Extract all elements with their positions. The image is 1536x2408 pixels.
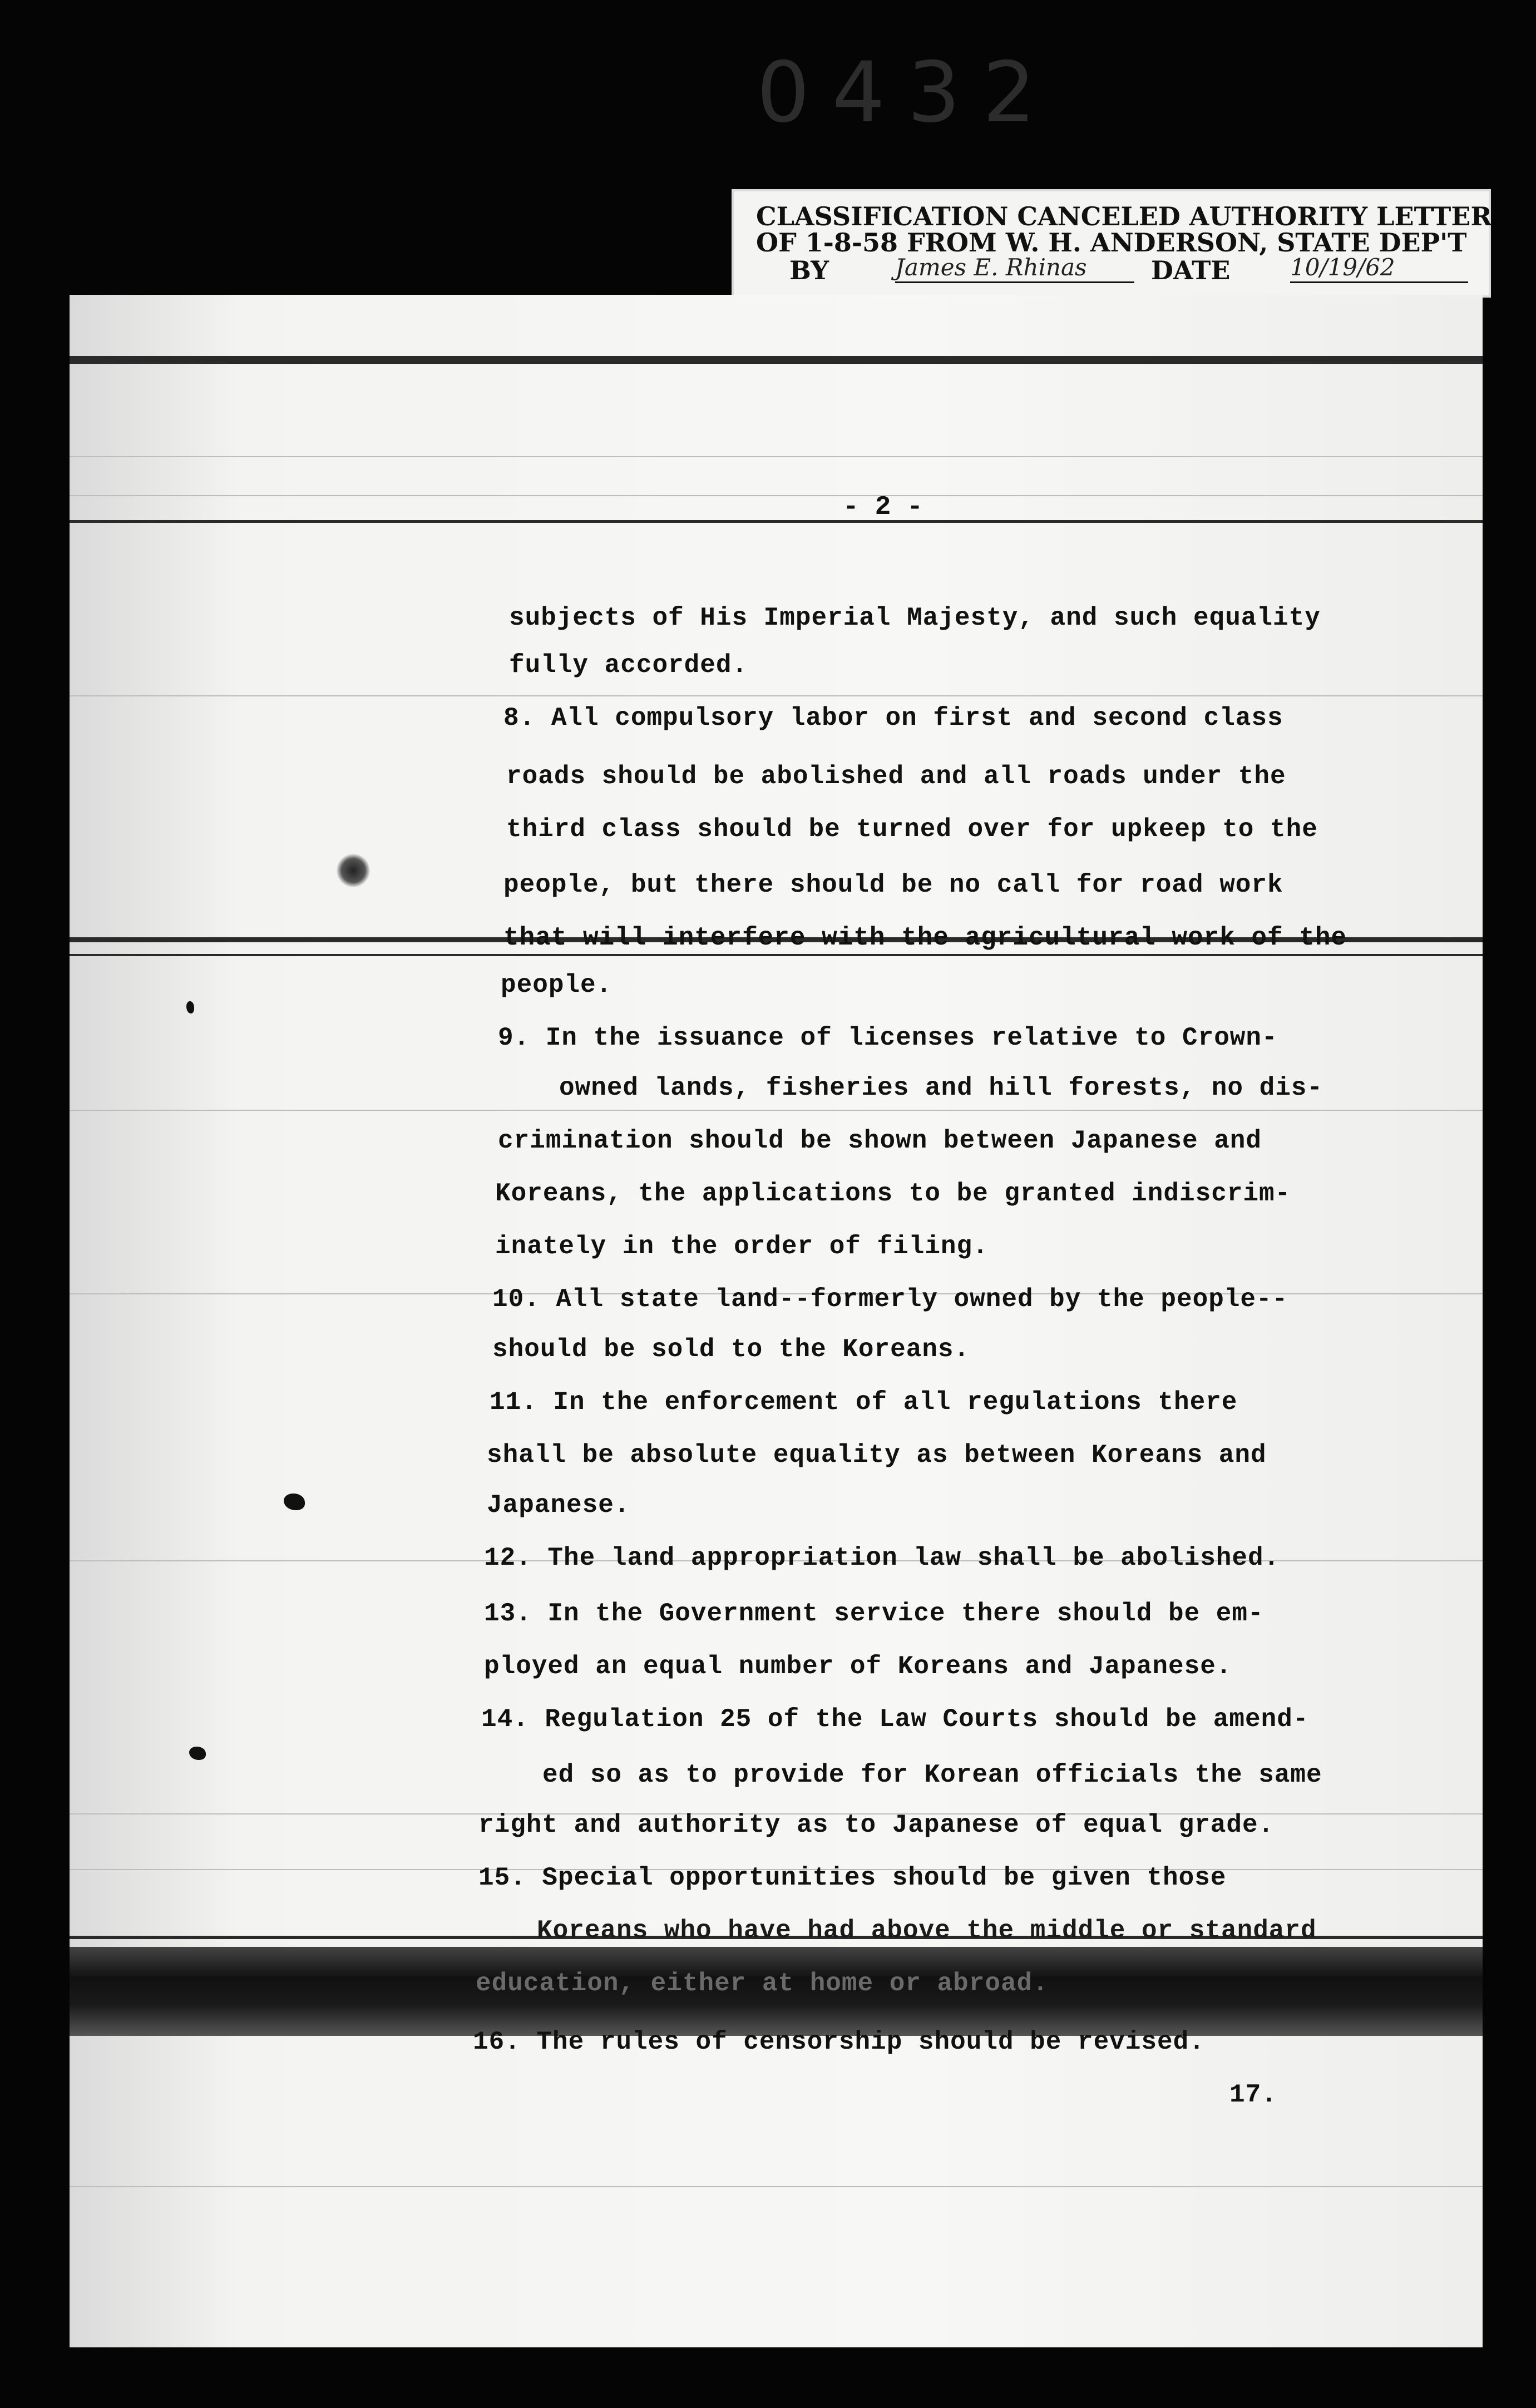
microfilm-frame-number: 0432: [757, 44, 1058, 141]
text-line: roads should be abolished and all roads under the: [506, 762, 1286, 791]
ink-blot: [189, 1747, 206, 1760]
ink-blot: [186, 1001, 194, 1013]
scan-faint-line: [70, 695, 1483, 696]
text-line: 17.: [1229, 2080, 1277, 2109]
stamp-line-2: OF 1-8-58 FROM W. H. ANDERSON, STATE DEP'T: [756, 228, 1467, 258]
stamp-line-1: CLASSIFICATION CANCELED AUTHORITY LETTER: [756, 201, 1492, 231]
stamp-date-label: DATE: [1151, 255, 1231, 285]
page-number: - 2 -: [843, 492, 923, 522]
scan-rule: [70, 356, 1483, 364]
ink-smear: [337, 854, 370, 887]
text-line: shall be absolute equality as between Koreans and: [487, 1441, 1267, 1470]
scan-faint-line: [70, 495, 1483, 496]
declassification-stamp: [732, 189, 1491, 298]
text-line: ployed an equal number of Koreans and Japanese.: [484, 1652, 1232, 1681]
scan-rule: [70, 954, 1483, 956]
stamp-date-value: 10/19/62: [1290, 254, 1468, 283]
document-page: [70, 295, 1483, 2347]
text-line: ed so as to provide for Korean officials the same: [542, 1761, 1322, 1789]
scan-faint-line: [70, 2186, 1483, 2187]
text-line: crimination should be shown between Japanese and: [498, 1126, 1262, 1155]
text-line: 15. Special opportunities should be given those: [478, 1863, 1227, 1892]
text-line: Japanese.: [487, 1491, 630, 1520]
ink-blot: [284, 1494, 305, 1510]
stamp-by-label: BY: [789, 255, 829, 285]
text-line: 12. The land appropriation law shall be abolished.: [484, 1544, 1280, 1573]
text-line: education, either at home or abroad.: [476, 1969, 1049, 1998]
text-line: subjects of His Imperial Majesty, and such equality: [509, 604, 1321, 632]
text-line: 9. In the issuance of licenses relative to Crown-: [498, 1023, 1278, 1052]
text-line: fully accorded.: [509, 651, 748, 680]
text-line: 16. The rules of censorship should be revised.: [473, 2028, 1205, 2056]
text-line: 14. Regulation 25 of the Law Courts should be amend-: [481, 1705, 1309, 1734]
text-line: Koreans who have had above the middle or standard: [537, 1916, 1317, 1945]
scan-faint-line: [70, 456, 1483, 457]
text-line: 13. In the Government service there should be em-: [484, 1599, 1264, 1628]
text-line: inately in the order of filing.: [495, 1232, 989, 1261]
scan-faint-line: [70, 1110, 1483, 1111]
text-line: owned lands, fisheries and hill forests, no dis-: [559, 1074, 1323, 1102]
text-line: 8. All compulsory labor on first and second class: [503, 704, 1283, 733]
stamp-signature: James E. Rhinas: [895, 254, 1134, 283]
text-line: right and authority as to Japanese of equal grade.: [478, 1811, 1275, 1840]
text-line: that will interfere with the agricultural work of the: [503, 923, 1347, 952]
scan-rule: [70, 520, 1483, 523]
text-line: people.: [501, 971, 613, 1000]
text-line: Koreans, the applications to be granted indiscrim-: [495, 1179, 1291, 1208]
text-line: 11. In the enforcement of all regulations there: [490, 1388, 1238, 1417]
text-line: people, but there should be no call for road work: [503, 871, 1283, 899]
text-line: third class should be turned over for upkeep to the: [506, 815, 1318, 844]
text-line: 10. All state land--formerly owned by the people--: [492, 1285, 1288, 1314]
text-line: should be sold to the Koreans.: [492, 1335, 970, 1364]
